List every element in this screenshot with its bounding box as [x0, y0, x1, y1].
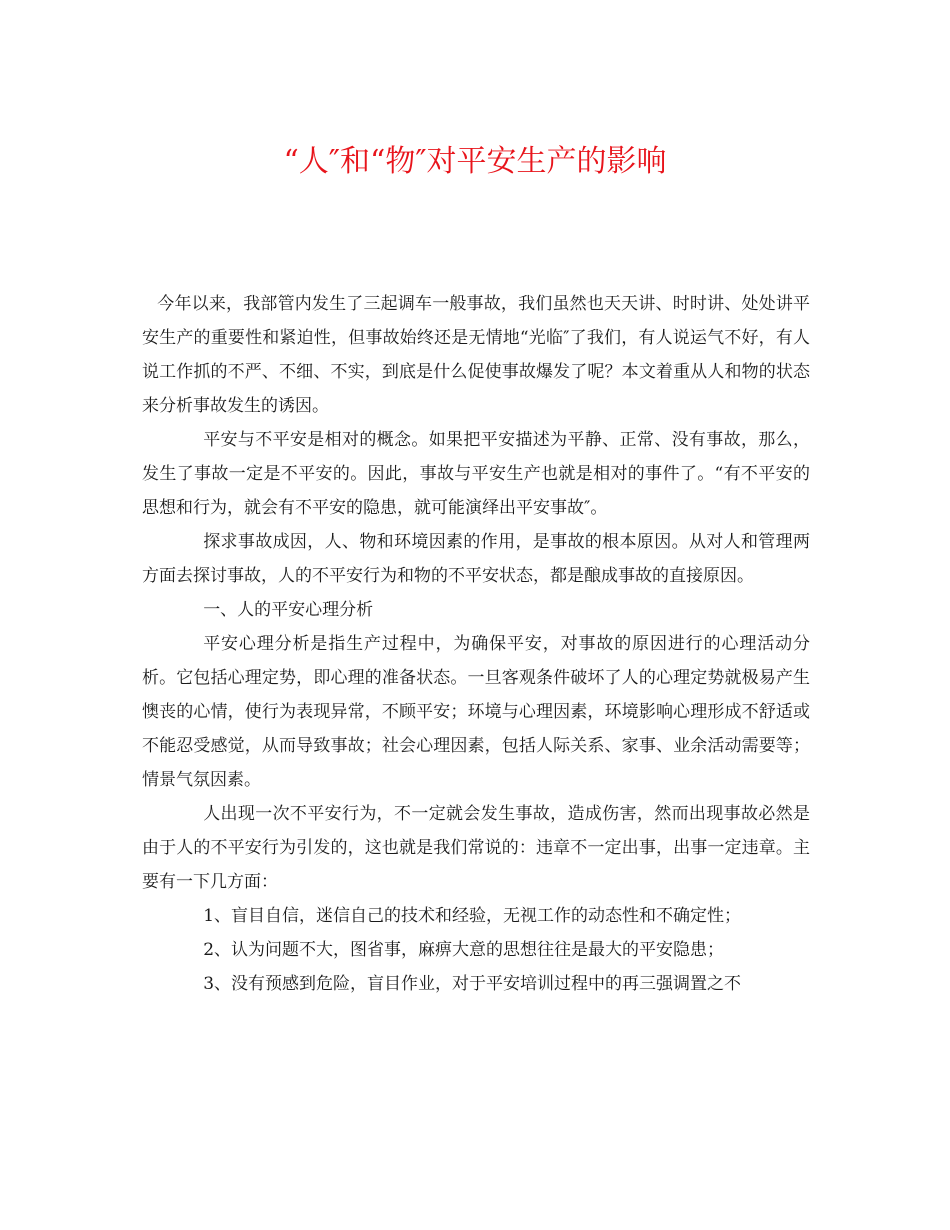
paragraph-safety-concept: 平安与不平安是相对的概念。如果把平安描述为平静、正常、没有事故，那么，发生了事故一定是不平安的。因此，事故与平安生产也就是相对的事件了。“有不平安的思想和行为，就会有不平安的隐患，就可能演绎出平安事故″。	[142, 430, 810, 518]
paragraph-psychology-analysis: 平安心理分析是指生产过程中，为确保平安，对事故的原因进行的心理活动分析。它包括心理定势，即心理的准备状态。一旦客观条件破坏了人的心理定势就极易产生懊丧的心情，使行为表现异常，不顾平安；环境与心理因素，环境影响心理形成不舒适或不能忍受感觉，从而导致事故；社会心理因素，包括人际关系、家事、业余活动需要等；情景气氛因素。	[142, 634, 810, 790]
paragraph-unsafe-behavior: 人出现一次不平安行为，不一定就会发生事故，造成伤害，然而出现事故必然是由于人的不平安行为引发的，这也就是我们常说的：违章不一定出事，出事一定违章。主要有一下几方面：	[142, 804, 810, 892]
list-item-3: 3、没有预感到危险，盲目作业，对于平安培训过程中的再三强调置之不	[203, 974, 742, 994]
list-item-2: 2、认为问题不大，图省事，麻痹大意的思想往往是最大的平安隐患；	[203, 940, 725, 960]
list-item-1: 1、盲目自信，迷信自己的技术和经验，无视工作的动态性和不确定性；	[203, 906, 742, 926]
document-body	[142, 287, 810, 1001]
section-heading-psychology: 一、人的平安心理分析	[203, 600, 374, 620]
paragraph-accident-causes: 探求事故成因，人、物和环境因素的作用，是事故的根本原因。从对人和管理两方面去探讨事故，人的不平安行为和物的不平安状态，都是酿成事故的直接原因。	[142, 532, 810, 586]
document-title: “人″和“物″对平安生产的影响	[283, 144, 667, 179]
paragraph-intro: 今年以来，我部管内发生了三起调车一般事故，我们虽然也天天讲、时时讲、处处讲平安生产的重要性和紧迫性，但事故始终还是无情地“光临″了我们，有人说运气不好，有人说工作抓的不严、不细、不实，到底是什么促使事故爆发了呢？本文着重从人和物的状态来分析事故发生的诱因。	[142, 294, 810, 416]
